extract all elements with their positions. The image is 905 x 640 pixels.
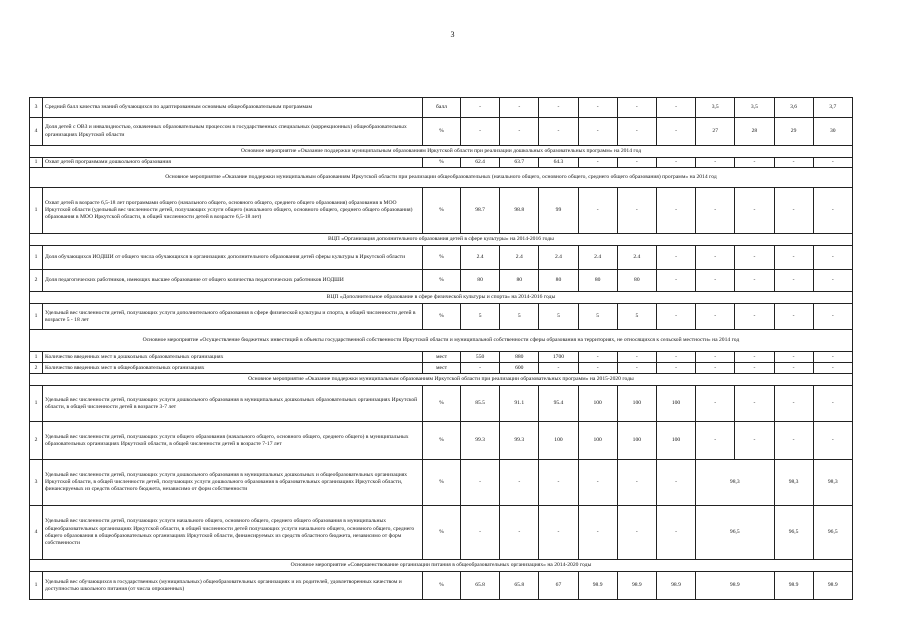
row-number: 4 [30,118,43,146]
value-cell: - [774,188,813,234]
value-cell: - [774,386,813,422]
value-cell: - [539,506,578,560]
value-cell: - [813,386,852,422]
table-row [30,118,853,146]
value-cell: - [774,352,813,363]
row-number: 1 [30,572,43,600]
value-cell: - [539,460,578,506]
value-cell: - [578,118,617,146]
value-cell: - [500,98,539,118]
table-row [30,460,853,506]
table-row [30,506,853,560]
row-number: 1 [30,158,43,168]
table-row [30,246,853,270]
value-cell: - [656,352,695,363]
unit-cell: % [423,304,461,330]
unit-cell: % [423,158,461,168]
value-cell: 98,3 [813,460,852,506]
value-cell: - [656,98,695,118]
section-header-row [30,234,853,246]
indicator-name: Доля обучающихся ИОДШИ от общего числа обучающихся в организациях дополнительного образования детей сферы культуры в Иркутской области [43,246,423,270]
value-cell: 100 [617,386,656,422]
value-cell: - [656,188,695,234]
value-cell: - [735,158,774,168]
section-title: Основное мероприятие «Осуществление бюджетных инвестиций в объекты государственной собственности Иркутской области и муниципальной собственности сферы образования на территориях, не относящихся к сельской местности» на 2014 год [30,330,853,352]
value-cell: - [617,352,656,363]
value-cell: - [813,188,852,234]
table-row [30,572,853,600]
value-cell: - [696,246,735,270]
value-cell: - [656,363,695,374]
value-cell: 91.1 [500,386,539,422]
indicator-name: Охват детей программами дошкольного образования [43,158,423,168]
value-cell: - [539,118,578,146]
table-row [30,363,853,374]
row-number: 1 [30,246,43,270]
value-cell: 99 [539,188,578,234]
value-cell: 99.3 [461,422,500,460]
value-cell: 2.4 [500,246,539,270]
indicator-name: Количество введенных мест в общеобразовательных организациях [43,363,423,374]
unit-cell: % [423,422,461,460]
unit-cell: % [423,118,461,146]
value-cell: 98.9 [696,572,774,600]
value-cell: - [500,460,539,506]
value-cell: 3,7 [813,98,852,118]
value-cell: - [461,506,500,560]
value-cell: 5 [578,304,617,330]
value-cell: 96,5 [813,506,852,560]
indicator-name: Удельный вес численности детей, получающих услуги общего образования (начального общего, основного общего, среднего общего) в муниципальных образовательных организациях Иркутской области, в общей численности детей в возрасте 7-17 лет [43,422,423,460]
value-cell: - [578,506,617,560]
value-cell: - [774,422,813,460]
indicator-name: Количество введенных мест в дошкольных образовательных организациях [43,352,423,363]
unit-cell: балл [423,98,461,118]
value-cell: - [813,270,852,292]
table-row [30,98,853,118]
unit-cell: % [423,270,461,292]
value-cell: 29 [774,118,813,146]
value-cell: 96,5 [696,506,774,560]
value-cell: - [578,363,617,374]
value-cell: 64.3 [539,158,578,168]
value-cell: - [578,352,617,363]
value-cell: - [617,98,656,118]
value-cell: - [696,158,735,168]
value-cell: - [696,304,735,330]
value-cell: - [656,304,695,330]
value-cell: 67 [539,572,578,600]
unit-cell: мест [423,363,461,374]
table-row [30,304,853,330]
value-cell: - [656,460,695,506]
value-cell: 85.5 [461,386,500,422]
value-cell: 27 [696,118,735,146]
value-cell: 100 [578,422,617,460]
value-cell: - [656,506,695,560]
value-cell: - [617,506,656,560]
value-cell: 98.9 [774,572,813,600]
value-cell: 5 [500,304,539,330]
value-cell: - [735,188,774,234]
value-cell: - [578,188,617,234]
value-cell: 3,6 [774,98,813,118]
value-cell: - [696,270,735,292]
value-cell: 100 [656,422,695,460]
value-cell: 99.3 [500,422,539,460]
value-cell: 3,5 [696,98,735,118]
unit-cell: % [423,506,461,560]
unit-cell: % [423,246,461,270]
indicator-name: Удельный вес обучающихся в государственных (муниципальных) общеобразовательных организациях и их родителей, удовлетворенных качеством и доступностью школьного питания (от числа опрошенных) [43,572,423,600]
value-cell: - [617,363,656,374]
section-header-row [30,330,853,352]
value-cell: 80 [578,270,617,292]
row-number: 3 [30,98,43,118]
value-cell: - [656,158,695,168]
value-cell: - [578,460,617,506]
table-row [30,386,853,422]
row-number: 2 [30,422,43,460]
indicator-name: Удельный вес численности детей, получающих услуги начального общего, основного общего, среднего общего образования в муниципальных общеобразовательных организациях Иркутской области, в общей численности детей получающих услуги начального общего, основного общего, среднего общего образования в общеобразовательных организациях Иркутской области, финансируемых из средств областного бюджета, независимо от форм собственности [43,506,423,560]
value-cell: 80 [617,270,656,292]
table-row [30,270,853,292]
value-cell: 100 [578,386,617,422]
section-title: ВЦП «Дополнительное образование в сфере физической культуры и спорта» на 2014-2016 годы [30,292,853,304]
value-cell: - [461,363,500,374]
value-cell: 80 [461,270,500,292]
section-title: ВЦП «Организация дополнительного образования детей в сфере культуры» на 2014-2016 годы [30,234,853,246]
value-cell: 63.7 [500,158,539,168]
unit-cell: % [423,386,461,422]
row-number: 1 [30,304,43,330]
value-cell: - [696,422,735,460]
value-cell: - [735,246,774,270]
value-cell: - [539,98,578,118]
section-header-row [30,146,853,158]
row-number: 2 [30,363,43,374]
value-cell: - [735,386,774,422]
section-title: Основное мероприятие «Оказание поддержки муниципальным образованиям Иркутской области при реализации общеобразовательных (начального общего, основного общего, среднего общего образования) программ» на 2014 год [30,168,853,188]
value-cell: 98,3 [774,460,813,506]
value-cell: 600 [500,363,539,374]
row-number: 1 [30,352,43,363]
indicator-name: Удельный вес численности детей, получающих услуги дошкольного образования в муниципальных дошкольных и общеобразовательных организациях Иркутской области, в общей численности детей, получающих услуги дошкольного образования в образовательных организациях Иркутской области, финансируемых из средств областного бюджета, независимо от форм собственности [43,460,423,506]
row-number: 2 [30,270,43,292]
value-cell: 30 [813,118,852,146]
row-number: 1 [30,386,43,422]
value-cell: - [735,352,774,363]
value-cell: - [656,270,695,292]
section-header-row [30,168,853,188]
value-cell: 100 [656,386,695,422]
value-cell: 65.8 [500,572,539,600]
value-cell: - [578,158,617,168]
value-cell: - [774,304,813,330]
value-cell: 98,3 [696,460,774,506]
value-cell: - [500,118,539,146]
value-cell: 880 [500,352,539,363]
value-cell: 96,5 [774,506,813,560]
indicator-name: Охват детей в возрасте 6,5-18 лет программами общего (начального общего, основного общего, среднего общего образования) образования в МОО Иркутской области (удельный вес численности детей, получающих услуги общего (начального общего, основного общего, среднего общего образования) образования в МОО Иркутской области, в общей численности детей в возрасте 6,5-18 лет) [43,188,423,234]
value-cell: - [813,158,852,168]
indicators-table [29,97,853,600]
value-cell: - [774,270,813,292]
value-cell: 98.9 [813,572,852,600]
value-cell: 5 [617,304,656,330]
value-cell: 95.4 [539,386,578,422]
value-cell: - [735,270,774,292]
unit-cell: % [423,188,461,234]
indicator-name: Удельный вес численности детей, получающих услуги дошкольного образования в муниципальных дошкольных образовательных организациях Иркутской области, в общей численности детей в возрасте 3-7 лет [43,386,423,422]
value-cell: - [813,352,852,363]
value-cell: 28 [735,118,774,146]
unit-cell: % [423,572,461,600]
value-cell: 2.4 [617,246,656,270]
page-number: 3 [450,30,455,39]
indicator-name: Доля детей с ОВЗ и инвалидностью, охваченных образовательным процессом в государственных специальных (коррекционных) общеобразовательных организациях Иркутской области [43,118,423,146]
value-cell: 100 [539,422,578,460]
section-title: Основное мероприятие «Оказание поддержки муниципальным образованиям Иркутской области при реализации образовательных программ» на 2015-2020 годы [30,374,853,386]
value-cell: 2.4 [539,246,578,270]
section-title: Основное мероприятие «Оказание поддержки муниципальным образованиям Иркутской области при реализации дошкольных образовательных программ» на 2014 год [30,146,853,158]
value-cell: - [656,246,695,270]
section-header-row [30,374,853,386]
section-title: Основное мероприятие «Совершенствование организации питания в общеобразовательных организациях» на 2014-2020 годы [30,560,853,572]
value-cell: - [617,188,656,234]
value-cell: 98.9 [578,572,617,600]
value-cell: - [696,363,735,374]
value-cell: - [617,118,656,146]
value-cell: - [735,304,774,330]
value-cell: - [461,98,500,118]
value-cell: - [813,246,852,270]
value-cell: - [696,386,735,422]
value-cell: 3,5 [735,98,774,118]
value-cell: 80 [500,270,539,292]
value-cell: - [696,352,735,363]
value-cell: - [578,98,617,118]
value-cell: - [813,304,852,330]
value-cell: 5 [539,304,578,330]
value-cell: - [774,158,813,168]
value-cell: - [461,118,500,146]
indicator-name: Удельный вес численности детей, получающих услуги дополнительного образования в сфере физической культуры и спорта, в общей численности детей в возрасте 5 - 18 лет [43,304,423,330]
row-number: 3 [30,460,43,506]
indicator-name: Доля педагогических работников, имеющих высшее образование от общего количества педагогических работников ИОДШИ [43,270,423,292]
value-cell: - [461,460,500,506]
unit-cell: мест [423,352,461,363]
value-cell: - [656,118,695,146]
value-cell: - [617,460,656,506]
value-cell: 1700 [539,352,578,363]
value-cell: 62.4 [461,158,500,168]
value-cell: - [813,422,852,460]
value-cell: 65.8 [461,572,500,600]
value-cell: - [539,363,578,374]
unit-cell: % [423,460,461,506]
value-cell: 98.9 [617,572,656,600]
table-row [30,188,853,234]
value-cell: - [617,158,656,168]
value-cell: 80 [539,270,578,292]
value-cell: - [696,188,735,234]
value-cell: - [774,246,813,270]
section-header-row [30,560,853,572]
table-row [30,158,853,168]
value-cell: 550 [461,352,500,363]
table-row [30,422,853,460]
value-cell: 98.7 [461,188,500,234]
value-cell: 98.8 [500,188,539,234]
table-row [30,352,853,363]
value-cell: - [500,506,539,560]
value-cell: - [735,363,774,374]
section-header-row [30,292,853,304]
value-cell: - [774,363,813,374]
value-cell: 98.9 [656,572,695,600]
value-cell: - [735,422,774,460]
value-cell: 100 [617,422,656,460]
value-cell: 5 [461,304,500,330]
row-number: 1 [30,188,43,234]
value-cell: - [813,363,852,374]
value-cell: 2.4 [578,246,617,270]
row-number: 4 [30,506,43,560]
indicator-name: Средний балл качества знаний обучающихся по адаптированным основным общеобразовательным программам [43,98,423,118]
value-cell: 2.4 [461,246,500,270]
